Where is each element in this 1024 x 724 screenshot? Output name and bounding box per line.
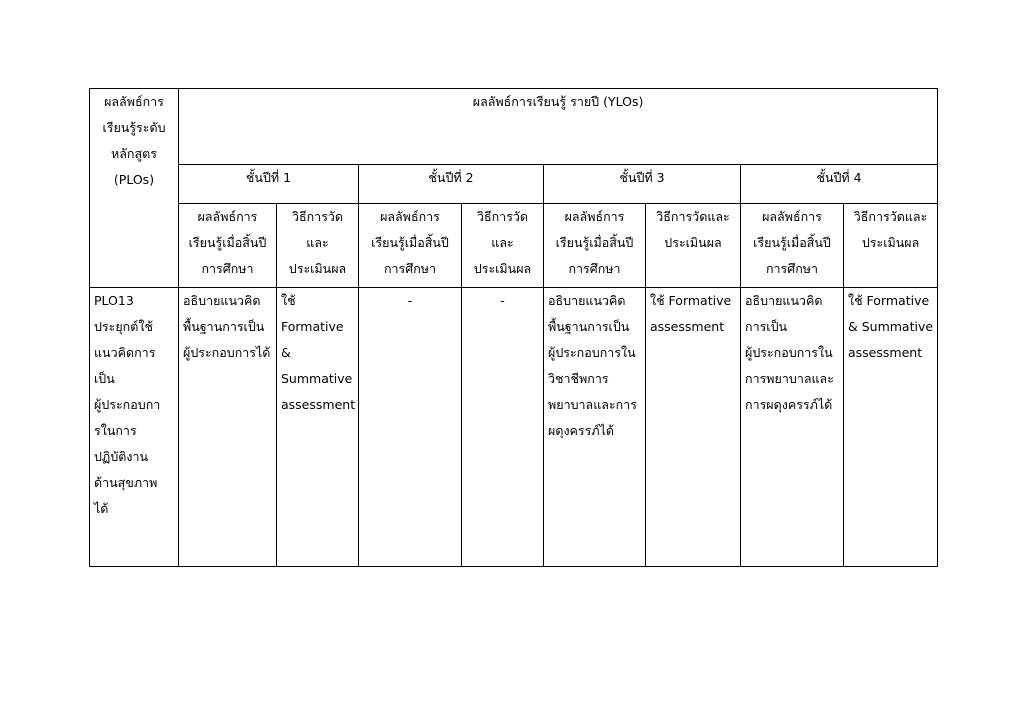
- cell-line: พื้นฐานการเป็น: [548, 319, 630, 334]
- cell-line: & Summative: [848, 319, 934, 334]
- cell-line: การผดุงครรภ์ได้: [745, 397, 833, 412]
- cell-line: อธิบายแนวคิด: [183, 293, 261, 308]
- year-header: [741, 165, 938, 204]
- outcome-subheader: [741, 204, 844, 288]
- year-header: [179, 165, 359, 204]
- plo-line: ประยุกต์ใช้: [94, 319, 153, 334]
- subheader-line: และ: [491, 235, 514, 250]
- subheader-line: เรียนรู้เมื่อสิ้นปี: [555, 235, 634, 250]
- subheader-line: วิธีการวัด: [476, 209, 529, 224]
- subheader-line: เรียนรู้เมื่อสิ้นปี: [753, 235, 831, 250]
- year-header: [544, 165, 741, 204]
- subheader-line: วิธีการวัดและ: [656, 209, 730, 224]
- cell-line: อธิบายแนวคิด: [745, 293, 823, 308]
- plo-line: ด้านสุขภาพ: [94, 475, 158, 490]
- cell-line: ใช้ Formative: [848, 293, 930, 308]
- cell-line: ใช้: [281, 293, 296, 308]
- year4-method-cell: [844, 288, 938, 567]
- subheader-line: การศึกษา: [383, 261, 437, 276]
- cell-line: ผดุงครรภ์ได้: [548, 423, 614, 438]
- plo-line: ผู้ประกอบกา: [94, 397, 161, 412]
- year-label: ชั้นปีที่ 1: [245, 170, 292, 185]
- cell-line: Summative: [281, 371, 353, 386]
- ylo-header-cell: [179, 89, 938, 165]
- cell-line: assessment: [848, 345, 923, 360]
- subheader-line: ประเมินผล: [473, 261, 532, 276]
- cell-dash: -: [500, 293, 505, 308]
- plo-header-line: เรียนรู้ระดับ: [102, 120, 166, 135]
- plo-line: รในการ: [94, 423, 137, 438]
- cell-line: อธิบายแนวคิด: [548, 293, 626, 308]
- year3-outcome-cell: [544, 288, 646, 567]
- subheader-line: ประเมินผล: [288, 261, 347, 276]
- method-subheader: [844, 204, 938, 288]
- plo-header-line: หลักสูตร: [111, 146, 157, 161]
- year2-method-cell: [462, 288, 544, 567]
- ylo-table: [89, 88, 938, 567]
- subheader-line: วิธีการวัด: [291, 209, 344, 224]
- cell-line: assessment: [650, 319, 725, 334]
- cell-line: ผู้ประกอบการใน: [745, 345, 833, 360]
- method-subheader: [646, 204, 741, 288]
- outcome-subheader: [544, 204, 646, 288]
- subheader-line: การศึกษา: [568, 261, 621, 276]
- subheader-line: ผลลัพธ์การ: [197, 209, 258, 224]
- cell-line: &: [281, 345, 291, 360]
- cell-line: assessment: [281, 397, 356, 412]
- plo-header-line: (PLOs): [113, 172, 155, 187]
- subheader-line: การศึกษา: [765, 261, 819, 276]
- year2-outcome-cell: [359, 288, 462, 567]
- year1-method-cell: [277, 288, 359, 567]
- subheader-line: เรียนรู้เมื่อสิ้นปี: [371, 235, 449, 250]
- cell-line: พื้นฐานการเป็น: [183, 319, 265, 334]
- plo-line: PLO13: [94, 293, 134, 308]
- plo-line: เป็น: [94, 371, 115, 386]
- plo-cell: [90, 288, 179, 567]
- method-subheader: [277, 204, 359, 288]
- cell-line: Formative: [281, 319, 344, 334]
- year3-method-cell: [646, 288, 741, 567]
- year-label: ชั้นปีที่ 4: [816, 170, 862, 185]
- plo-header-line: ผลลัพธ์การ: [104, 94, 164, 109]
- year-label: ชั้นปีที่ 3: [619, 170, 665, 185]
- cell-line: การเป็น: [745, 319, 788, 334]
- year-label: ชั้นปีที่ 2: [428, 170, 474, 185]
- subheader-line: ผลลัพธ์การ: [564, 209, 625, 224]
- subheader-line: และ: [306, 235, 329, 250]
- plo-line: ปฏิบัติงาน: [94, 449, 149, 464]
- plo-header-cell: [90, 89, 179, 288]
- cell-line: ผู้ประกอบการได้: [183, 345, 271, 360]
- subheader-line: ประเมินผล: [664, 235, 722, 250]
- cell-line: ผู้ประกอบการใน: [548, 345, 636, 360]
- year4-outcome-cell: [741, 288, 844, 567]
- year1-outcome-cell: [179, 288, 277, 567]
- plo-line: ได้: [94, 501, 109, 516]
- subheader-line: ผลลัพธ์การ: [762, 209, 822, 224]
- subheader-line: วิธีการวัดและ: [853, 209, 928, 224]
- subheader-line: เรียนรู้เมื่อสิ้นปี: [188, 235, 267, 250]
- method-subheader: [462, 204, 544, 288]
- subheader-line: ประเมินผล: [861, 235, 920, 250]
- cell-line: วิชาชีพการ: [548, 371, 609, 386]
- subheader-line: การศึกษา: [201, 261, 254, 276]
- cell-line: การพยาบาลและ: [745, 371, 834, 386]
- cell-line: พยาบาลและการ: [548, 397, 637, 412]
- outcome-subheader: [359, 204, 462, 288]
- ylo-header-text: ผลลัพธ์การเรียนรู้ รายปี (YLOs): [472, 94, 644, 109]
- cell-dash: -: [407, 293, 413, 308]
- plo-line: แนวคิดการ: [94, 345, 156, 360]
- year-header: [359, 165, 544, 204]
- subheader-line: ผลลัพธ์การ: [380, 209, 440, 224]
- cell-line: ใช้ Formative: [650, 293, 732, 308]
- outcome-subheader: [179, 204, 277, 288]
